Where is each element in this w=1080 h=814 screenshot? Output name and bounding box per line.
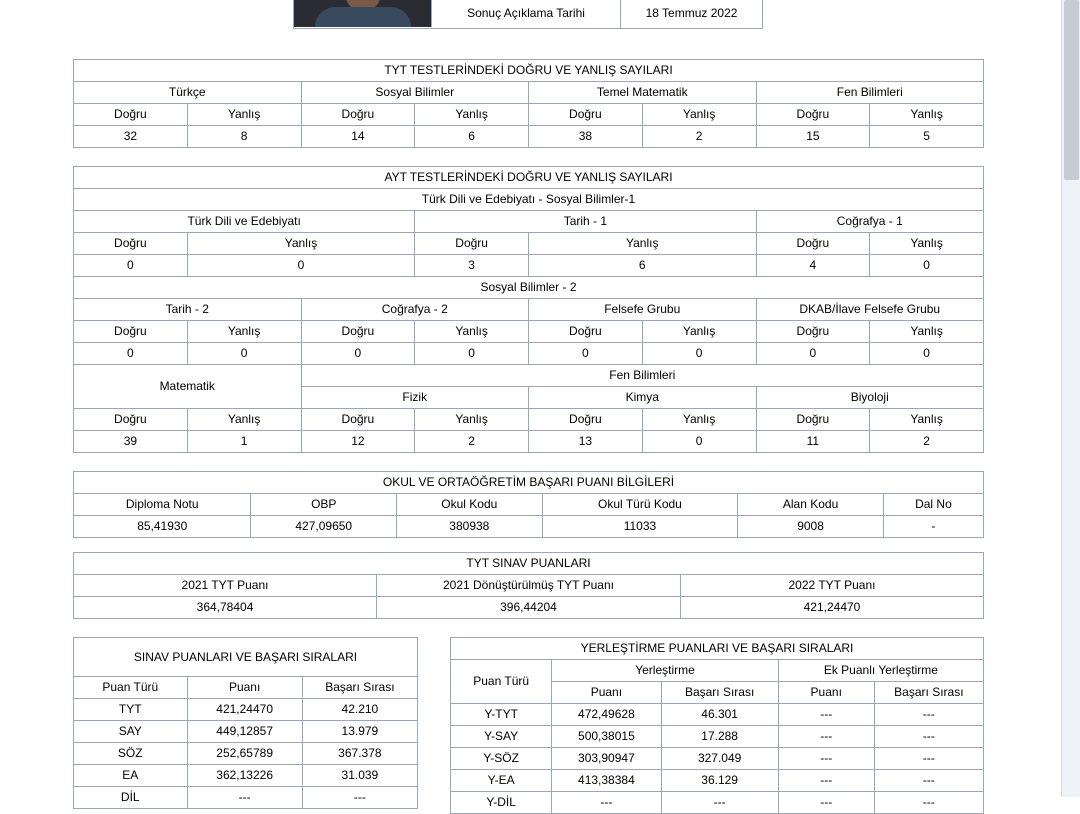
placement-header-rank: Başarı Sırası (661, 682, 778, 704)
placement-score-type: Y-EA (451, 770, 552, 792)
table-row (451, 660, 984, 682)
placement-score-rank: 36.129 (661, 770, 778, 792)
exam-score-rank: 42.210 (302, 699, 417, 721)
exam-score-value: 362,13226 (187, 765, 302, 787)
tyt-col-label: Yanlış (642, 104, 756, 126)
table-row (74, 743, 418, 765)
ayt-col-label: Yanlış (187, 321, 301, 343)
table-row (74, 126, 984, 148)
tyt-scores-title: TYT SINAV PUANLARI (74, 553, 984, 575)
placement-scores-block (450, 637, 984, 814)
school-info-table (73, 471, 984, 538)
ayt-col-label: Yanlış (415, 321, 529, 343)
ayt-subject-edebiyat: Türk Dili ve Edebiyatı (74, 211, 415, 233)
ayt-col-label: Yanlış (187, 409, 301, 431)
ayt-col-label: Yanlış (187, 233, 415, 255)
result-date-label: Sonuç Açıklama Tarihi (432, 0, 621, 28)
ayt-count-value: 3 (415, 255, 529, 277)
tyt-counts-title: TYT TESTLERİNDEKİ DOĞRU VE YANLIŞ SAYILARI (74, 60, 984, 82)
placement-extra-score-value: --- (778, 748, 874, 770)
placement-group-header-ek-puanli: Ek Puanlı Yerleştirme (778, 660, 983, 682)
exam-score-value: --- (187, 787, 302, 809)
tyt-count-value: 6 (415, 126, 529, 148)
school-info-title: OKUL VE ORTAÖĞRETİM BAŞARI PUANI BİLGİLERİ (74, 472, 984, 494)
table-row (74, 277, 984, 299)
table-row (74, 299, 984, 321)
ayt-subject-matematik: Matematik (74, 365, 302, 409)
table-row (74, 765, 418, 787)
ayt-col-label: Doğru (415, 233, 529, 255)
tyt-col-label: Doğru (74, 104, 188, 126)
exam-score-value: 421,24470 (187, 699, 302, 721)
table-row (74, 167, 984, 189)
placement-score-type: Y-TYT (451, 704, 552, 726)
table-row (74, 494, 984, 516)
tables-gap (418, 637, 450, 814)
tyt-subject-matematik: Temel Matematik (529, 82, 757, 104)
placement-score-value: --- (552, 792, 661, 814)
table-row (74, 516, 984, 538)
ayt-count-value: 0 (870, 343, 984, 365)
ayt-count-value: 6 (529, 255, 757, 277)
table-row (74, 189, 984, 211)
ayt-col-label: Yanlış (529, 233, 757, 255)
table-row (74, 60, 984, 82)
tyt-subject-turkce: Türkçe (74, 82, 302, 104)
tyt-scores-value: 421,24470 (680, 597, 983, 619)
table-row (74, 233, 984, 255)
exam-scores-header: Puan Türü (74, 677, 188, 699)
result-date-value: 18 Temmuz 2022 (621, 0, 762, 28)
ayt-count-value: 0 (74, 343, 188, 365)
ayt-subject-kimya: Kimya (529, 387, 757, 409)
exam-score-value: 252,65789 (187, 743, 302, 765)
placement-scores-title: YERLEŞTİRME PUANLARI VE BAŞARI SIRALARI (451, 638, 984, 660)
ayt-count-value: 0 (642, 343, 756, 365)
tyt-count-value: 8 (187, 126, 301, 148)
ayt-counts-title: AYT TESTLERİNDEKİ DOĞRU VE YANLIŞ SAYILARI (74, 167, 984, 189)
exam-scores-header: Puanı (187, 677, 302, 699)
table-row (451, 704, 984, 726)
tyt-scores-header: 2022 TYT Puanı (680, 575, 983, 597)
exam-score-type: EA (74, 765, 188, 787)
ayt-col-label: Yanlış (870, 233, 984, 255)
ayt-col-label: Doğru (301, 321, 415, 343)
tyt-subject-fen: Fen Bilimleri (756, 82, 984, 104)
ayt-count-value: 0 (529, 343, 643, 365)
table-row (74, 699, 418, 721)
placement-extra-score-value: --- (778, 704, 874, 726)
table-row (74, 597, 984, 619)
table-row (451, 792, 984, 814)
exam-score-type: SÖZ (74, 743, 188, 765)
tyt-col-label: Yanlış (870, 104, 984, 126)
placement-extra-score-rank: --- (874, 792, 983, 814)
placement-score-rank: 17.288 (661, 726, 778, 748)
exam-score-type: SAY (74, 721, 188, 743)
exam-score-type: DİL (74, 787, 188, 809)
placement-group-header-yerlestirme: Yerleştirme (552, 660, 779, 682)
ayt-count-value: 0 (642, 431, 756, 453)
ayt-count-value: 0 (870, 255, 984, 277)
tyt-count-value: 15 (756, 126, 870, 148)
school-info-value: 427,09650 (251, 516, 397, 538)
document-content (73, 0, 984, 814)
ayt-col-label: Yanlış (415, 409, 529, 431)
exam-scores-block (73, 637, 418, 814)
placement-header-score: Puanı (552, 682, 661, 704)
placement-score-type: Y-SÖZ (451, 748, 552, 770)
tyt-col-label: Doğru (529, 104, 643, 126)
ayt-subject-dkab: DKAB/İlave Felsefe Grubu (756, 299, 984, 321)
table-row (74, 553, 984, 575)
ayt-col-label: Doğru (74, 409, 188, 431)
ayt-col-label: Yanlış (642, 321, 756, 343)
exam-score-rank: 31.039 (302, 765, 417, 787)
table-row (74, 677, 418, 699)
placement-header-extra-rank: Başarı Sırası (874, 682, 983, 704)
exam-score-value: 449,12857 (187, 721, 302, 743)
tyt-scores-table (73, 552, 984, 619)
school-info-value: - (883, 516, 983, 538)
table-row (74, 365, 984, 387)
ayt-col-label: Yanlış (642, 409, 756, 431)
school-info-header: Okul Türü Kodu (542, 494, 738, 516)
tyt-scores-header: 2021 Dönüştürülmüş TYT Puanı (377, 575, 681, 597)
placement-score-value: 500,38015 (552, 726, 661, 748)
school-info-header: Diploma Notu (74, 494, 251, 516)
placement-extra-score-rank: --- (874, 770, 983, 792)
vertical-scrollbar-thumb[interactable] (1064, 0, 1079, 180)
placement-score-rank: 46.301 (661, 704, 778, 726)
exam-score-rank: 13.979 (302, 721, 417, 743)
tyt-count-value: 32 (74, 126, 188, 148)
exam-score-rank: --- (302, 787, 417, 809)
tyt-count-value: 38 (529, 126, 643, 148)
exam-scores-title: SINAV PUANLARI VE BAŞARI SIRALARI (74, 638, 418, 677)
ayt-col-label: Doğru (529, 321, 643, 343)
tyt-count-value: 2 (642, 126, 756, 148)
table-row (74, 787, 418, 809)
page-right-gutter (1061, 0, 1080, 797)
ayt-subject-cografya2: Coğrafya - 2 (301, 299, 529, 321)
tyt-count-value: 5 (870, 126, 984, 148)
ayt-count-value: 2 (415, 431, 529, 453)
tyt-counts-table (73, 59, 984, 148)
table-row (451, 638, 984, 660)
placement-header-extra-score: Puanı (778, 682, 874, 704)
table-row (74, 211, 984, 233)
school-info-header: Dal No (883, 494, 983, 516)
tyt-col-label: Doğru (756, 104, 870, 126)
ayt-count-value: 11 (756, 431, 870, 453)
ayt-count-value: 0 (415, 343, 529, 365)
table-row (74, 343, 984, 365)
school-info-value: 380938 (397, 516, 543, 538)
table-row (451, 748, 984, 770)
tyt-subject-sosyal: Sosyal Bilimler (301, 82, 529, 104)
table-row (74, 104, 984, 126)
table-row (74, 638, 418, 677)
table-row (74, 255, 984, 277)
school-info-value: 11033 (542, 516, 738, 538)
placement-score-type: Y-DİL (451, 792, 552, 814)
table-row (74, 575, 984, 597)
ayt-col-label: Doğru (756, 409, 870, 431)
placement-extra-score-rank: --- (874, 704, 983, 726)
tyt-scores-value: 396,44204 (377, 597, 681, 619)
placement-extra-score-value: --- (778, 726, 874, 748)
school-info-header: OBP (251, 494, 397, 516)
table-row (74, 721, 418, 743)
ayt-count-value: 4 (756, 255, 870, 277)
exam-score-rank: 367.378 (302, 743, 417, 765)
placement-score-rank: 327.049 (661, 748, 778, 770)
school-info-header: Okul Kodu (397, 494, 543, 516)
tyt-col-label: Doğru (301, 104, 415, 126)
bottom-tables-wrapper (73, 637, 984, 814)
placement-extra-score-value: --- (778, 792, 874, 814)
tyt-scores-header: 2021 TYT Puanı (74, 575, 377, 597)
ayt-col-label: Doğru (301, 409, 415, 431)
ayt-counts-table (73, 166, 984, 453)
ayt-col-label: Yanlış (870, 409, 984, 431)
ayt-count-value: 12 (301, 431, 415, 453)
placement-score-value: 303,90947 (552, 748, 661, 770)
ayt-col-label: Doğru (756, 321, 870, 343)
ayt-col-label: Doğru (74, 233, 188, 255)
ayt-col-label: Yanlış (870, 321, 984, 343)
exam-scores-header: Başarı Sırası (302, 677, 417, 699)
placement-score-rank: --- (661, 792, 778, 814)
table-row (451, 726, 984, 748)
placement-score-type: Y-SAY (451, 726, 552, 748)
exam-score-type: TYT (74, 699, 188, 721)
tyt-col-label: Yanlış (415, 104, 529, 126)
ayt-subject-biyoloji: Biyoloji (756, 387, 984, 409)
ayt-subject-tarih2: Tarih - 2 (74, 299, 302, 321)
table-row (74, 82, 984, 104)
ayt-subject-felsefe: Felsefe Grubu (529, 299, 757, 321)
placement-score-value: 413,38384 (552, 770, 661, 792)
ayt-count-value: 13 (529, 431, 643, 453)
ayt-count-value: 0 (187, 255, 415, 277)
placement-extra-score-value: --- (778, 770, 874, 792)
table-row (74, 472, 984, 494)
ayt-count-value: 0 (756, 343, 870, 365)
ayt-count-value: 1 (187, 431, 301, 453)
tyt-count-value: 14 (301, 126, 415, 148)
ayt-count-value: 39 (74, 431, 188, 453)
table-row (74, 431, 984, 453)
tyt-col-label: Yanlış (187, 104, 301, 126)
ayt-count-value: 0 (74, 255, 188, 277)
table-row (74, 409, 984, 431)
school-info-value: 85,41930 (74, 516, 251, 538)
ayt-count-value: 0 (187, 343, 301, 365)
ayt-group3-science-title: Fen Bilimleri (301, 365, 984, 387)
table-row (451, 770, 984, 792)
placement-scores-table (450, 637, 984, 814)
ayt-subject-fizik: Fizik (301, 387, 529, 409)
ayt-count-value: 2 (870, 431, 984, 453)
ayt-group2-title: Sosyal Bilimler - 2 (74, 277, 984, 299)
ayt-col-label: Doğru (74, 321, 188, 343)
placement-extra-score-rank: --- (874, 748, 983, 770)
ayt-count-value: 0 (301, 343, 415, 365)
school-info-header: Alan Kodu (738, 494, 884, 516)
placement-extra-score-rank: --- (874, 726, 983, 748)
ayt-subject-tarih1: Tarih - 1 (415, 211, 756, 233)
table-row (74, 321, 984, 343)
ayt-col-label: Doğru (529, 409, 643, 431)
placement-score-value: 472,49628 (552, 704, 661, 726)
placement-header-type: Puan Türü (451, 660, 552, 704)
ayt-subject-cografya1: Coğrafya - 1 (756, 211, 984, 233)
ayt-group1-title: Türk Dili ve Edebiyatı - Sosyal Bilimler-1 (74, 189, 984, 211)
exam-scores-table (73, 637, 418, 809)
ayt-col-label: Doğru (756, 233, 870, 255)
tyt-scores-value: 364,78404 (74, 597, 377, 619)
school-info-value: 9008 (738, 516, 884, 538)
